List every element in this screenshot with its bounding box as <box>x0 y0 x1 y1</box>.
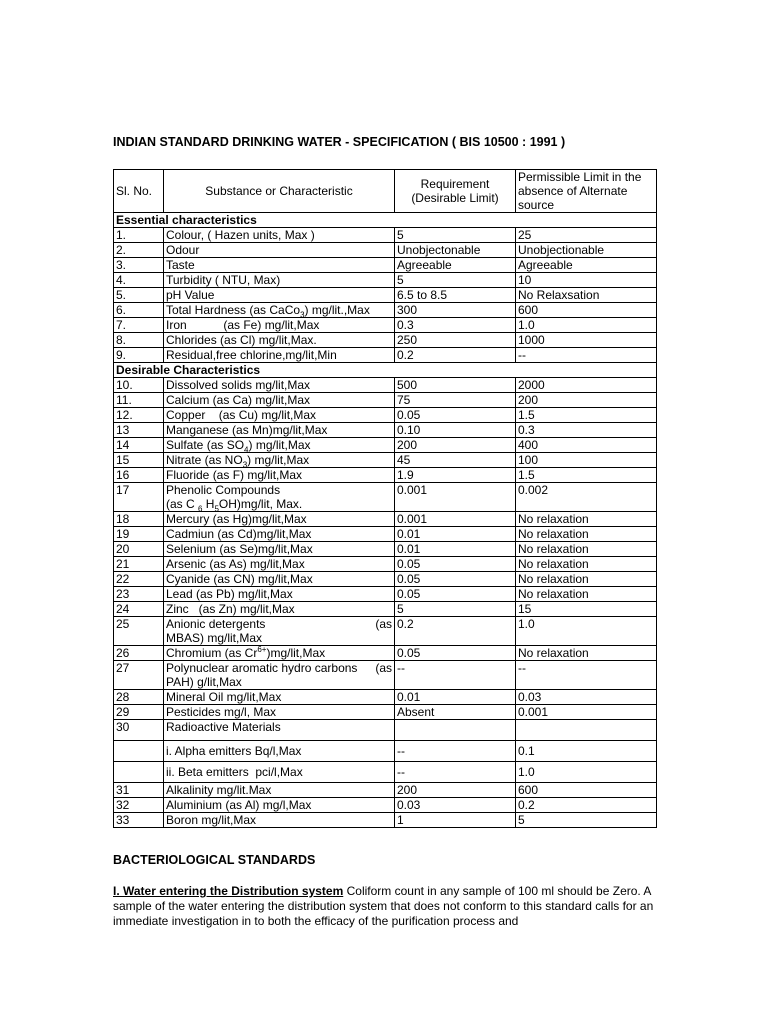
requirement: 0.10 <box>395 423 516 438</box>
requirement: 0.3 <box>395 318 516 333</box>
table-row <box>114 602 657 617</box>
section-heading: Desirable Characteristics <box>114 363 657 378</box>
permissible: 0.002 <box>516 483 657 512</box>
table-row <box>114 557 657 572</box>
requirement: 75 <box>395 393 516 408</box>
sl-no: 25 <box>114 617 164 646</box>
sl-no: 32 <box>114 798 164 813</box>
requirement: 0.01 <box>395 690 516 705</box>
permissible: 0.001 <box>516 705 657 720</box>
substance <box>164 617 395 646</box>
permissible: No relaxation <box>516 512 657 527</box>
permissible: 400 <box>516 438 657 453</box>
permissible: No relaxation <box>516 587 657 602</box>
requirement: Absent <box>395 705 516 720</box>
table-row <box>114 741 657 762</box>
permissible: No relaxation <box>516 572 657 587</box>
sl-no: 26 <box>114 646 164 661</box>
table-row <box>114 273 657 288</box>
sl-no: 4. <box>114 273 164 288</box>
sl-no: 13 <box>114 423 164 438</box>
substance-text: Sulfate (as SO <box>166 438 245 452</box>
superscript: 6+ <box>257 645 267 654</box>
sl-no: 33 <box>114 813 164 828</box>
substance: Dissolved solids mg/lit,Max <box>164 378 395 393</box>
substance-text: Chromium (as Cr <box>166 646 258 660</box>
table-row <box>114 720 657 741</box>
sl-no: 23 <box>114 587 164 602</box>
subscript: 3 <box>300 310 305 318</box>
permissible: No relaxation <box>516 646 657 661</box>
paragraph-lead: I. Water entering the Distribution system <box>113 884 344 898</box>
requirement: 250 <box>395 333 516 348</box>
sl-no: 28 <box>114 690 164 705</box>
permissible: 10 <box>516 273 657 288</box>
sl-no: 20 <box>114 542 164 557</box>
sl-no: 2. <box>114 243 164 258</box>
sl-no: 19 <box>114 527 164 542</box>
requirement: 0.001 <box>395 483 516 512</box>
permissible: 0.3 <box>516 423 657 438</box>
substance: Calcium (as Ca) mg/lit,Max <box>164 393 395 408</box>
substance: Aluminium (as Al) mg/l,Max <box>164 798 395 813</box>
substance: Odour <box>164 243 395 258</box>
requirement: 0.05 <box>395 557 516 572</box>
requirement: -- <box>395 741 516 762</box>
table-row <box>114 542 657 557</box>
table-row <box>114 617 657 646</box>
requirement: 5 <box>395 602 516 617</box>
substance-text: Nitrate (as NO <box>166 453 243 467</box>
sl-no: 30 <box>114 720 164 741</box>
requirement: 0.05 <box>395 587 516 602</box>
requirement: 1.9 <box>395 468 516 483</box>
subscript: 4 <box>244 445 249 453</box>
sl-no: 7. <box>114 318 164 333</box>
table-row <box>114 661 657 690</box>
requirement: -- <box>395 762 516 783</box>
permissible: 2000 <box>516 378 657 393</box>
bacteriological-title: BACTERIOLOGICAL STANDARDS <box>113 853 316 867</box>
substance-text: )mg/lit,Max <box>266 646 326 660</box>
specification-table <box>113 169 657 828</box>
table-row <box>114 783 657 798</box>
table-row <box>114 288 657 303</box>
sl-no: 6. <box>114 303 164 318</box>
table-header-row <box>114 170 657 213</box>
sl-no: 8. <box>114 333 164 348</box>
permissible: 25 <box>516 228 657 243</box>
table-row <box>114 243 657 258</box>
permissible: 1.0 <box>516 318 657 333</box>
sl-no: 3. <box>114 258 164 273</box>
permissible: 1.0 <box>516 762 657 783</box>
permissible: 100 <box>516 453 657 468</box>
substance: Cyanide (as CN) mg/lit,Max <box>164 572 395 587</box>
requirement <box>395 720 516 741</box>
permissible: 1.5 <box>516 408 657 423</box>
substance: Alkalinity mg/lit.Max <box>164 783 395 798</box>
sl-no: 18 <box>114 512 164 527</box>
table-row <box>114 453 657 468</box>
table-row <box>114 438 657 453</box>
substance-line <box>166 617 392 631</box>
table-row <box>114 408 657 423</box>
table-row <box>114 527 657 542</box>
substance: Boron mg/lit,Max <box>164 813 395 828</box>
substance-formula <box>166 497 392 511</box>
substance <box>164 483 395 512</box>
substance-text: OH)mg/lit, Max. <box>218 497 303 511</box>
permissible: Unobjectionable <box>516 243 657 258</box>
requirement: 0.2 <box>395 617 516 646</box>
substance: Turbidity ( NTU, Max) <box>164 273 395 288</box>
requirement: 200 <box>395 783 516 798</box>
permissible: 0.03 <box>516 690 657 705</box>
substance <box>164 661 395 690</box>
requirement: 5 <box>395 228 516 243</box>
substance: Lead (as Pb) mg/lit,Max <box>164 587 395 602</box>
sl-no: 22 <box>114 572 164 587</box>
substance: ii. Beta emitters pci/l,Max <box>164 762 395 783</box>
table-row <box>114 587 657 602</box>
sl-no: 5. <box>114 288 164 303</box>
requirement: 0.05 <box>395 646 516 661</box>
substance: Radioactive Materials <box>164 720 395 741</box>
substance-text: (as C <box>166 497 199 511</box>
substance-text: H <box>202 497 215 511</box>
paragraph-text: Coliform count in any sample of 100 ml should be Zero. A sample of the water entering the distribution system that does not conform to this standard calls for an immediate investigation in to both the efficacy of the purification process and <box>113 884 654 928</box>
permissible: No relaxation <box>516 527 657 542</box>
permissible: Agreeable <box>516 258 657 273</box>
document-title: INDIAN STANDARD DRINKING WATER - SPECIFICATION ( BIS 10500 : 1991 ) <box>113 135 566 149</box>
permissible: -- <box>516 348 657 363</box>
substance <box>164 303 395 318</box>
substance: Cadmiun (as Cd)mg/lit,Max <box>164 527 395 542</box>
substance <box>164 646 395 661</box>
substance: Residual,free chlorine,mg/lit,Min <box>164 348 395 363</box>
requirement: 0.001 <box>395 512 516 527</box>
sl-no: 12. <box>114 408 164 423</box>
permissible: 5 <box>516 813 657 828</box>
table-row <box>114 228 657 243</box>
sl-no: 14 <box>114 438 164 453</box>
table-row <box>114 690 657 705</box>
table-row <box>114 572 657 587</box>
substance-text: Anionic detergents <box>166 617 266 631</box>
requirement: 0.01 <box>395 542 516 557</box>
sl-no <box>114 762 164 783</box>
table-row <box>114 705 657 720</box>
substance-text: Polynuclear aromatic hydro carbons <box>166 661 358 675</box>
substance: Zinc (as Zn) mg/lit,Max <box>164 602 395 617</box>
substance: Manganese (as Mn)mg/lit,Max <box>164 423 395 438</box>
table-row <box>114 762 657 783</box>
sl-no <box>114 741 164 762</box>
substance: Mineral Oil mg/lit,Max <box>164 690 395 705</box>
table-row <box>114 646 657 661</box>
requirement: 0.01 <box>395 527 516 542</box>
requirement: 0.2 <box>395 348 516 363</box>
requirement: 200 <box>395 438 516 453</box>
substance-text: ) mg/lit,Max <box>248 438 311 452</box>
substance: Copper (as Cu) mg/lit,Max <box>164 408 395 423</box>
header-requirement: Requirement (Desirable Limit) <box>395 170 516 213</box>
permissible: No relaxation <box>516 542 657 557</box>
permissible: 0.2 <box>516 798 657 813</box>
subscript: 5 <box>214 504 219 512</box>
section-desirable <box>114 363 657 378</box>
permissible: 600 <box>516 303 657 318</box>
permissible: 0.1 <box>516 741 657 762</box>
section-heading: Essential characteristics <box>114 213 657 228</box>
permissible: -- <box>516 661 657 690</box>
requirement: 6.5 to 8.5 <box>395 288 516 303</box>
sl-no: 15 <box>114 453 164 468</box>
header-permissible: Permissible Limit in the absence of Alternate source <box>516 170 657 213</box>
substance <box>164 438 395 453</box>
sl-no: 24 <box>114 602 164 617</box>
requirement: 5 <box>395 273 516 288</box>
table-row <box>114 468 657 483</box>
sl-no: 27 <box>114 661 164 690</box>
substance: Arsenic (as As) mg/lit,Max <box>164 557 395 572</box>
permissible: 200 <box>516 393 657 408</box>
table-row <box>114 798 657 813</box>
sl-no: 21 <box>114 557 164 572</box>
substance: Fluoride (as F) mg/lit,Max <box>164 468 395 483</box>
table-row <box>114 378 657 393</box>
header-sl-no: Sl. No. <box>114 170 164 213</box>
substance-line <box>166 661 392 675</box>
header-substance: Substance or Characteristic <box>164 170 395 213</box>
requirement: 500 <box>395 378 516 393</box>
permissible: 15 <box>516 602 657 617</box>
table-row <box>114 512 657 527</box>
permissible: 1000 <box>516 333 657 348</box>
permissible <box>516 720 657 741</box>
substance: Mercury (as Hg)mg/lit,Max <box>164 512 395 527</box>
requirement: -- <box>395 661 516 690</box>
table-row <box>114 813 657 828</box>
section-essential <box>114 213 657 228</box>
substance-text: ) mg/lit,Max <box>247 453 310 467</box>
sl-no: 9. <box>114 348 164 363</box>
substance: Iron (as Fe) mg/lit,Max <box>164 318 395 333</box>
table-row <box>114 303 657 318</box>
substance <box>164 453 395 468</box>
sl-no: 1. <box>114 228 164 243</box>
substance: Selenium (as Se)mg/lit,Max <box>164 542 395 557</box>
permissible: 600 <box>516 783 657 798</box>
sl-no: 11. <box>114 393 164 408</box>
subscript: 6 <box>198 504 203 512</box>
sl-no: 10. <box>114 378 164 393</box>
sl-no: 31 <box>114 783 164 798</box>
sl-no: 29 <box>114 705 164 720</box>
permissible: 1.5 <box>516 468 657 483</box>
substance-text: MBAS) mg/lit,Max <box>166 631 263 645</box>
substance-text: ) mg/lit.,Max <box>304 303 370 317</box>
substance: i. Alpha emitters Bq/l,Max <box>164 741 395 762</box>
sl-no: 17 <box>114 483 164 512</box>
sl-no: 16 <box>114 468 164 483</box>
requirement: Agreeable <box>395 258 516 273</box>
permissible: No Relaxsation <box>516 288 657 303</box>
table-row <box>114 258 657 273</box>
requirement: 0.05 <box>395 572 516 587</box>
substance-text: Phenolic Compounds <box>166 483 281 497</box>
permissible: No relaxation <box>516 557 657 572</box>
table-row <box>114 423 657 438</box>
table-row <box>114 393 657 408</box>
substance-text: PAH) g/lit,Max <box>166 675 242 689</box>
requirement: 0.05 <box>395 408 516 423</box>
requirement: Unobjectonable <box>395 243 516 258</box>
substance: Chlorides (as Cl) mg/lit,Max. <box>164 333 395 348</box>
substance-text: Total Hardness (as CaCo <box>166 303 301 317</box>
table-row <box>114 333 657 348</box>
requirement: 0.03 <box>395 798 516 813</box>
table-row <box>114 348 657 363</box>
permissible: 1.0 <box>516 617 657 646</box>
substance-text: (as <box>375 661 392 675</box>
subscript: 3 <box>242 460 248 468</box>
substance: Pesticides mg/l, Max <box>164 705 395 720</box>
bacteriological-paragraph <box>113 884 658 929</box>
requirement: 1 <box>395 813 516 828</box>
substance: pH Value <box>164 288 395 303</box>
substance-text: (as <box>375 617 392 631</box>
table-row <box>114 318 657 333</box>
requirement: 300 <box>395 303 516 318</box>
substance: Colour, ( Hazen units, Max ) <box>164 228 395 243</box>
substance: Taste <box>164 258 395 273</box>
requirement: 45 <box>395 453 516 468</box>
table-row <box>114 483 657 512</box>
